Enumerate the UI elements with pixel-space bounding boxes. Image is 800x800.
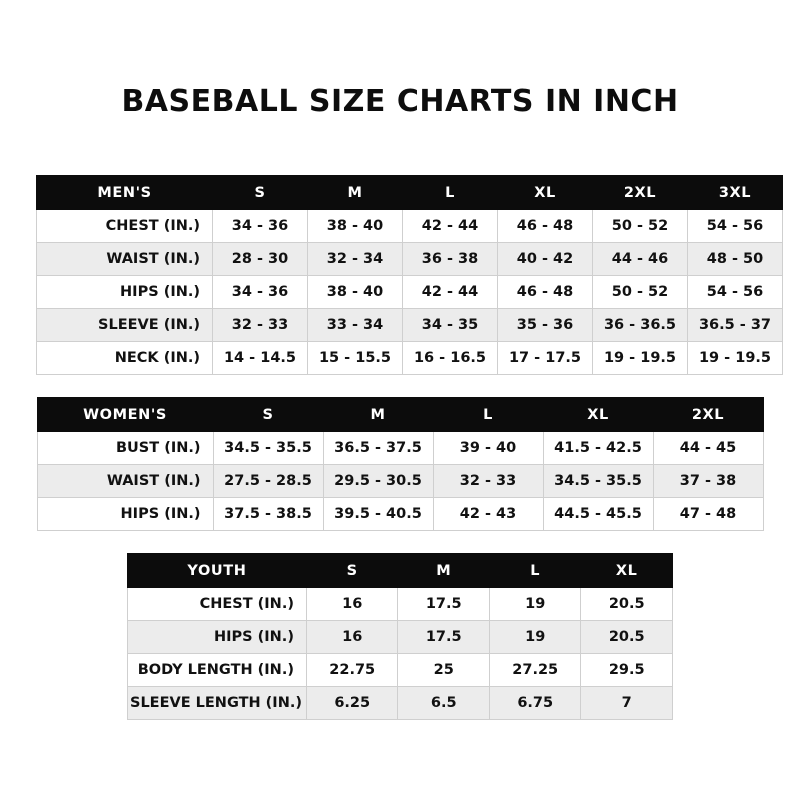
- measurement-value: 46 - 48: [498, 276, 593, 309]
- womens-table-body: [37, 432, 763, 531]
- measurement-value: 34.5 - 35.5: [213, 432, 323, 465]
- measurement-label: HIPS (IN.): [37, 276, 213, 309]
- table-row: [128, 621, 673, 654]
- youth-chart-section: [36, 553, 764, 720]
- measurement-value: 37 - 38: [653, 465, 763, 498]
- measurement-value: 27.5 - 28.5: [213, 465, 323, 498]
- table-row: [128, 588, 673, 621]
- measurement-value: 16: [306, 621, 398, 654]
- size-column-header: M: [323, 398, 433, 432]
- measurement-value: 38 - 40: [308, 276, 403, 309]
- measurement-label: WAIST (IN.): [37, 465, 213, 498]
- measurement-value: 22.75: [306, 654, 398, 687]
- size-column-header: S: [306, 554, 398, 588]
- womens-chart-section: [36, 397, 764, 531]
- measurement-value: 39.5 - 40.5: [323, 498, 433, 531]
- measurement-value: 42 - 44: [403, 210, 498, 243]
- measurement-value: 17 - 17.5: [498, 342, 593, 375]
- measurement-label: SLEEVE (IN.): [37, 309, 213, 342]
- measurement-value: 27.25: [489, 654, 581, 687]
- measurement-value: 20.5: [581, 621, 673, 654]
- measurement-value: 6.25: [306, 687, 398, 720]
- measurement-label: NECK (IN.): [37, 342, 213, 375]
- youth-table-body: [128, 588, 673, 720]
- size-column-header: XL: [581, 554, 673, 588]
- womens-table-header: [37, 398, 763, 432]
- measurement-value: 38 - 40: [308, 210, 403, 243]
- table-row: [128, 687, 673, 720]
- measurement-value: 14 - 14.5: [213, 342, 308, 375]
- mens-table-header: [37, 176, 783, 210]
- measurement-value: 19: [489, 621, 581, 654]
- measurement-value: 48 - 50: [688, 243, 783, 276]
- measurement-value: 16 - 16.5: [403, 342, 498, 375]
- size-column-header: XL: [543, 398, 653, 432]
- size-column-header: S: [213, 398, 323, 432]
- mens-chart-section: [36, 175, 772, 375]
- measurement-value: 29.5: [581, 654, 673, 687]
- measurement-value: 19: [489, 588, 581, 621]
- size-column-header: L: [403, 176, 498, 210]
- measurement-value: 41.5 - 42.5: [543, 432, 653, 465]
- size-column-header: L: [489, 554, 581, 588]
- table-header-row: [37, 398, 763, 432]
- size-column-header: 3XL: [688, 176, 783, 210]
- measurement-value: 37.5 - 38.5: [213, 498, 323, 531]
- measurement-label: SLEEVE LENGTH (IN.): [128, 687, 307, 720]
- measurement-value: 42 - 44: [403, 276, 498, 309]
- measurement-value: 6.5: [398, 687, 490, 720]
- table-row: [37, 432, 763, 465]
- measurement-value: 50 - 52: [593, 276, 688, 309]
- measurement-value: 17.5: [398, 621, 490, 654]
- table-row: [37, 210, 783, 243]
- table-row: [37, 276, 783, 309]
- page-title: BASEBALL SIZE CHARTS IN INCH: [121, 84, 679, 119]
- measurement-value: 54 - 56: [688, 210, 783, 243]
- measurement-label: WAIST (IN.): [37, 243, 213, 276]
- measurement-label: BODY LENGTH (IN.): [128, 654, 307, 687]
- measurement-value: 36 - 38: [403, 243, 498, 276]
- youth-table-header: [128, 554, 673, 588]
- table-row: [37, 342, 783, 375]
- youth-size-table: [127, 553, 673, 720]
- table-category-header: MEN'S: [37, 176, 213, 210]
- size-column-header: L: [433, 398, 543, 432]
- size-column-header: XL: [498, 176, 593, 210]
- measurement-value: 6.75: [489, 687, 581, 720]
- measurement-value: 42 - 43: [433, 498, 543, 531]
- measurement-value: 34 - 36: [213, 276, 308, 309]
- measurement-value: 54 - 56: [688, 276, 783, 309]
- measurement-value: 20.5: [581, 588, 673, 621]
- measurement-label: BUST (IN.): [37, 432, 213, 465]
- mens-size-table: [36, 175, 783, 375]
- measurement-value: 28 - 30: [213, 243, 308, 276]
- measurement-label: HIPS (IN.): [37, 498, 213, 531]
- measurement-label: HIPS (IN.): [128, 621, 307, 654]
- measurement-value: 47 - 48: [653, 498, 763, 531]
- table-header-row: [37, 176, 783, 210]
- size-column-header: M: [308, 176, 403, 210]
- measurement-value: 35 - 36: [498, 309, 593, 342]
- measurement-value: 36.5 - 37.5: [323, 432, 433, 465]
- table-category-header: YOUTH: [128, 554, 307, 588]
- measurement-value: 32 - 33: [433, 465, 543, 498]
- measurement-value: 15 - 15.5: [308, 342, 403, 375]
- mens-table-body: [37, 210, 783, 375]
- size-column-header: S: [213, 176, 308, 210]
- size-column-header: 2XL: [653, 398, 763, 432]
- size-column-header: 2XL: [593, 176, 688, 210]
- measurement-value: 44 - 46: [593, 243, 688, 276]
- measurement-value: 36.5 - 37: [688, 309, 783, 342]
- measurement-value: 25: [398, 654, 490, 687]
- table-row: [37, 498, 763, 531]
- table-row: [37, 309, 783, 342]
- measurement-value: 44 - 45: [653, 432, 763, 465]
- measurement-value: 39 - 40: [433, 432, 543, 465]
- measurement-value: 33 - 34: [308, 309, 403, 342]
- measurement-value: 16: [306, 588, 398, 621]
- measurement-value: 46 - 48: [498, 210, 593, 243]
- measurement-value: 40 - 42: [498, 243, 593, 276]
- table-row: [128, 654, 673, 687]
- measurement-value: 19 - 19.5: [593, 342, 688, 375]
- table-row: [37, 465, 763, 498]
- measurement-value: 34.5 - 35.5: [543, 465, 653, 498]
- measurement-value: 44.5 - 45.5: [543, 498, 653, 531]
- measurement-value: 34 - 36: [213, 210, 308, 243]
- table-category-header: WOMEN'S: [37, 398, 213, 432]
- measurement-value: 19 - 19.5: [688, 342, 783, 375]
- table-row: [37, 243, 783, 276]
- measurement-value: 29.5 - 30.5: [323, 465, 433, 498]
- measurement-label: CHEST (IN.): [37, 210, 213, 243]
- measurement-value: 34 - 35: [403, 309, 498, 342]
- table-header-row: [128, 554, 673, 588]
- measurement-value: 32 - 34: [308, 243, 403, 276]
- measurement-value: 36 - 36.5: [593, 309, 688, 342]
- measurement-value: 32 - 33: [213, 309, 308, 342]
- measurement-value: 7: [581, 687, 673, 720]
- measurement-label: CHEST (IN.): [128, 588, 307, 621]
- size-column-header: M: [398, 554, 490, 588]
- measurement-value: 50 - 52: [593, 210, 688, 243]
- womens-size-table: [37, 397, 764, 531]
- measurement-value: 17.5: [398, 588, 490, 621]
